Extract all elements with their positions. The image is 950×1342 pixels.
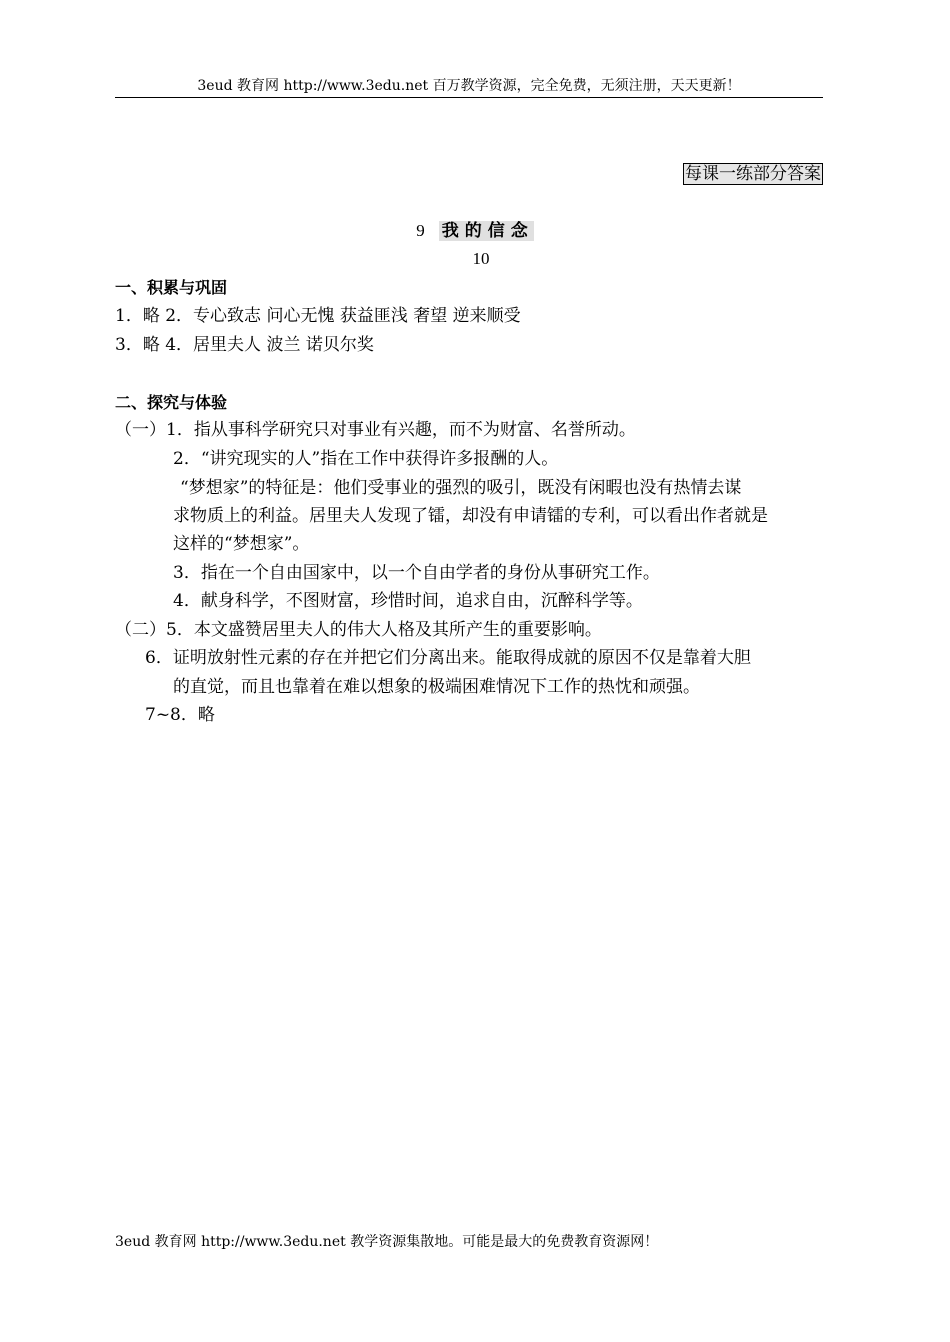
answer-line: （一）1．指从事科学研究只对事业有兴趣，而不为财富、名誉所动。 <box>115 420 636 440</box>
answer-line: “梦想家”的特征是：他们受事业的强烈的吸引，既没有闲暇也没有热情去谋 <box>180 478 742 498</box>
answer-line: 求物质上的利益。居里夫人发现了镭，却没有申请镭的专利，可以看出作者就是 <box>173 506 768 526</box>
section-heading-accumulation: 一、积累与巩固 <box>115 278 228 297</box>
page-footer: 3eud 教育网 http://www.3edu.net 教学资源集散地。可能是最大的免费教育资源网！ <box>115 1234 659 1250</box>
answer-line: 6．证明放射性元素的存在并把它们分离出来。能取得成就的原因不仅是靠着大胆 <box>145 648 751 668</box>
answer-line: 这样的“梦想家”。 <box>173 534 310 554</box>
answer-line: 2．“讲究现实的人”指在工作中获得许多报酬的人。 <box>173 449 559 469</box>
answer-line: 7~8．略 <box>145 705 215 725</box>
section-heading-exploration: 二、探究与体验 <box>115 393 228 412</box>
page-header: 3eud 教育网 http://www.3edu.net 百万教学资源，完全免费，无须注册，天天更新！ <box>197 78 741 94</box>
answer-line: 4．献身科学，不图财富，珍惜时间，追求自由，沉醉科学等。 <box>173 591 643 611</box>
answer-line: 3．略 4．居里夫人 波兰 诺贝尔奖 <box>115 335 374 355</box>
lesson-number: 9 <box>416 221 425 240</box>
lesson-name: 我的信念 <box>439 221 534 241</box>
answer-line: （二）5．本文盛赞居里夫人的伟大人格及其所产生的重要影响。 <box>115 620 602 640</box>
lesson-title <box>0 220 950 242</box>
answer-line: 的直觉，而且也靠着在难以想象的极端困难情况下工作的热忱和顽强。 <box>173 677 700 697</box>
answer-line: 1．略 2．专心致志 问心无愧 获益匪浅 奢望 逆来顺受 <box>115 306 521 326</box>
lesson-subnumber: 10 <box>472 249 490 268</box>
answer-line: 3．指在一个自由国家中，以一个自由学者的身份从事研究工作。 <box>173 563 660 583</box>
header-divider <box>115 97 823 98</box>
answer-key-badge: 每课一练部分答案 <box>685 164 821 184</box>
